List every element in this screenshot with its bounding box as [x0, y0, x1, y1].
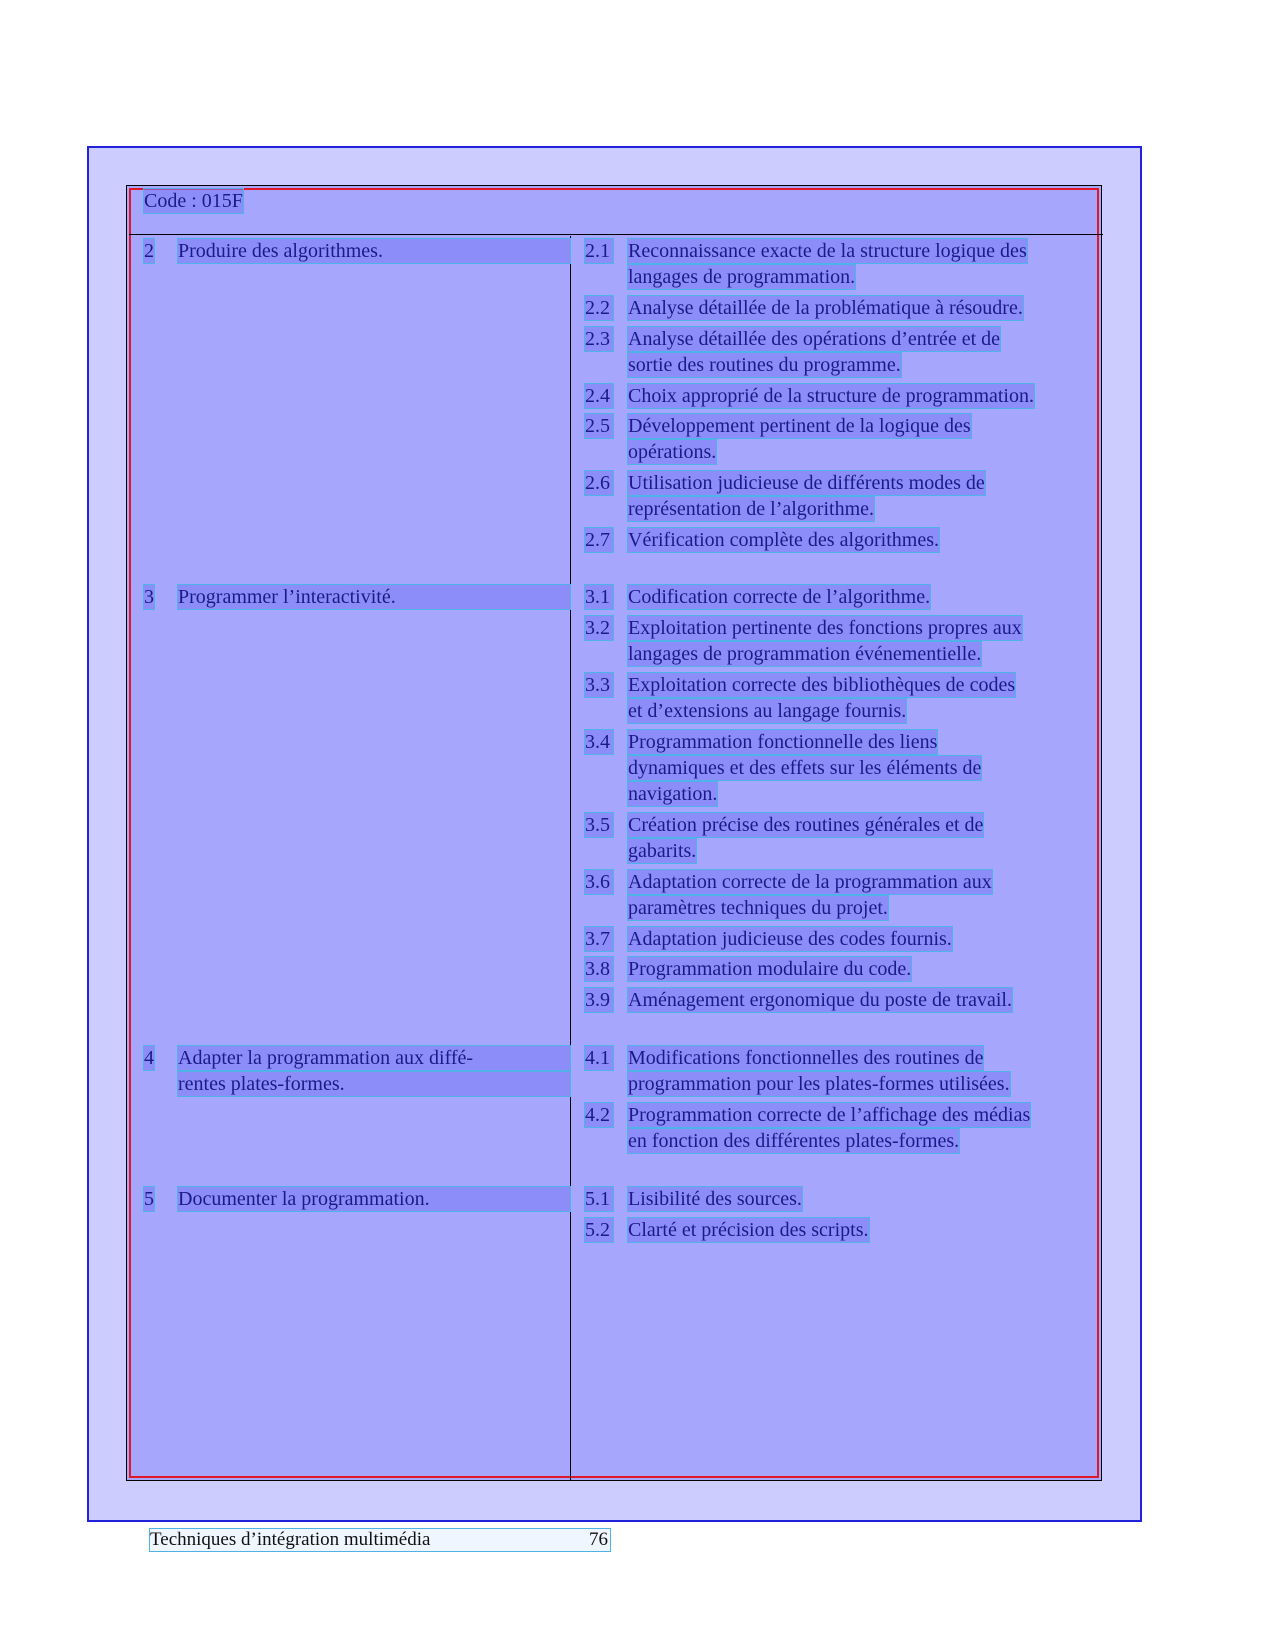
criterion-number: 5.2 — [585, 1218, 613, 1242]
page-number: 76 — [589, 1529, 608, 1550]
criterion-number: 2.6 — [585, 471, 613, 495]
program-code: Code : 015F — [144, 190, 243, 212]
criterion-number: 3.1 — [585, 585, 613, 609]
criterion-number: 2.5 — [585, 414, 613, 438]
competency-number: 3 — [144, 586, 154, 608]
criterion-text: Vérification complète des algorithmes. — [628, 529, 940, 551]
criterion-text: sortie des routines du programme. — [628, 354, 901, 376]
competency-text: Documenter la programmation. — [178, 1187, 570, 1211]
criterion-text: Exploitation pertinente des fonctions propres aux — [628, 617, 1022, 639]
criterion-text: dynamiques et des effets sur les éléments de — [628, 757, 982, 779]
criterion-text: Programmation correcte de l’affichage des médias — [628, 1104, 1031, 1126]
criterion-text: Exploitation correcte des bibliothèques de codes — [628, 674, 1016, 696]
footer-title: Techniques d’intégration multimédia — [150, 1529, 431, 1550]
criterion-number: 2.1 — [585, 239, 613, 263]
criterion-number: 3.5 — [585, 813, 613, 837]
criterion-text: Reconnaissance exacte de la structure logique des — [628, 240, 1027, 262]
criterion-text: Aménagement ergonomique du poste de travail. — [628, 989, 1012, 1011]
page-footer — [150, 1529, 610, 1551]
criterion-text: Modifications fonctionnelles des routines de — [628, 1047, 984, 1069]
competency-text: Programmer l’interactivité. — [178, 585, 570, 609]
criterion-text: Choix approprié de la structure de programmation. — [628, 385, 1034, 407]
criterion-text: Programmation modulaire du code. — [628, 958, 912, 980]
criterion-number: 4.1 — [585, 1046, 613, 1070]
criterion-number: 2.4 — [585, 384, 613, 408]
criterion-text: navigation. — [628, 783, 718, 805]
competency-number: 2 — [144, 240, 154, 262]
criterion-number: 2.2 — [585, 296, 613, 320]
criterion-number: 3.6 — [585, 870, 613, 894]
competency-text: Adapter la programmation aux diffé- — [178, 1046, 570, 1070]
criterion-text: représentation de l’algorithme. — [628, 498, 875, 520]
criterion-number: 3.7 — [585, 927, 613, 951]
criterion-number: 4.2 — [585, 1103, 613, 1127]
criterion-text: programmation pour les plates-formes utilisées. — [628, 1073, 1010, 1095]
competency-text: rentes plates-formes. — [178, 1072, 570, 1096]
criterion-text: Adaptation judicieuse des codes fournis. — [628, 928, 952, 950]
criterion-number: 2.7 — [585, 528, 613, 552]
criterion-text: langages de programmation. — [628, 266, 856, 288]
competency-number: 5 — [144, 1188, 154, 1210]
criterion-number: 2.3 — [585, 327, 613, 351]
competency-number: 4 — [144, 1047, 154, 1069]
criterion-text: Codification correcte de l’algorithme. — [628, 586, 931, 608]
header-divider — [129, 234, 1103, 235]
column-divider — [570, 236, 571, 1480]
criterion-text: gabarits. — [628, 840, 697, 862]
criterion-number: 3.8 — [585, 957, 613, 981]
criterion-number: 3.2 — [585, 616, 613, 640]
criterion-text: Développement pertinent de la logique des — [628, 415, 971, 437]
criterion-text: Clarté et précision des scripts. — [628, 1219, 869, 1241]
criterion-text: Programmation fonctionnelle des liens — [628, 731, 938, 753]
criterion-text: et d’extensions au langage fournis. — [628, 700, 907, 722]
criterion-number: 3.4 — [585, 730, 613, 754]
criterion-text: paramètres techniques du projet. — [628, 897, 888, 919]
criterion-text: en fonction des différentes plates-formes. — [628, 1130, 960, 1152]
criterion-number: 3.9 — [585, 988, 613, 1012]
criterion-number: 3.3 — [585, 673, 613, 697]
criterion-text: Analyse détaillée de la problématique à résoudre. — [628, 297, 1023, 319]
criterion-text: Analyse détaillée des opérations d’entrée et de — [628, 328, 1001, 350]
criterion-text: langages de programmation événementielle. — [628, 643, 982, 665]
criterion-text: Adaptation correcte de la programmation aux — [628, 871, 992, 893]
competency-text: Produire des algorithmes. — [178, 239, 570, 263]
criterion-text: opérations. — [628, 441, 717, 463]
criterion-text: Utilisation judicieuse de différents modes de — [628, 472, 985, 494]
criterion-number: 5.1 — [585, 1187, 613, 1211]
criterion-text: Lisibilité des sources. — [628, 1188, 802, 1210]
criterion-text: Création précise des routines générales et de — [628, 814, 984, 836]
